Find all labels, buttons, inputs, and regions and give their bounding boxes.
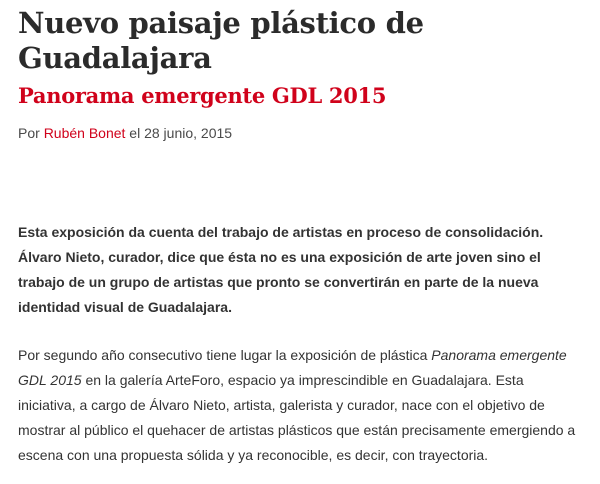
lead-paragraph: Esta exposición da cuenta del trabajo de artistas en proceso de consolidación. Álvaro Nieto, curador, dice que ésta no es una exposición de arte joven sino el trabajo de un grupo de artistas que pronto se convertirán en parte de la nueva identidad visual de Guadalajara. [18, 224, 544, 315]
byline-prefix: Por [18, 125, 44, 141]
body-paragraph [18, 343, 584, 468]
body-paragraph-part1: Por segundo año consecutivo tiene lugar la exposición de plástica [18, 347, 432, 363]
article-title: Nuevo paisaje plástico de Guadalajara [18, 6, 424, 75]
article [18, 0, 584, 468]
article-subtitle: Panorama emergente GDL 2015 [18, 83, 387, 108]
byline-date: el 28 junio, 2015 [125, 125, 233, 141]
byline [18, 124, 584, 142]
body-paragraph-part2: en la galería ArteForo, espacio ya imprescindible en Guadalajara. Esta iniciativa, a cargo de Álvaro Nieto, artista, galerista y curador, nace con el objetivo de mostrar al público el quehacer de artistas plásticos que están precisamente emergiendo a escena con una propuesta sólida y ya reconocible, es decir, con trayectoria. [18, 372, 576, 463]
author-link[interactable]: Rubén Bonet [43, 125, 126, 141]
exhibition-name: Panorama emergente GDL 2015 [18, 347, 567, 388]
